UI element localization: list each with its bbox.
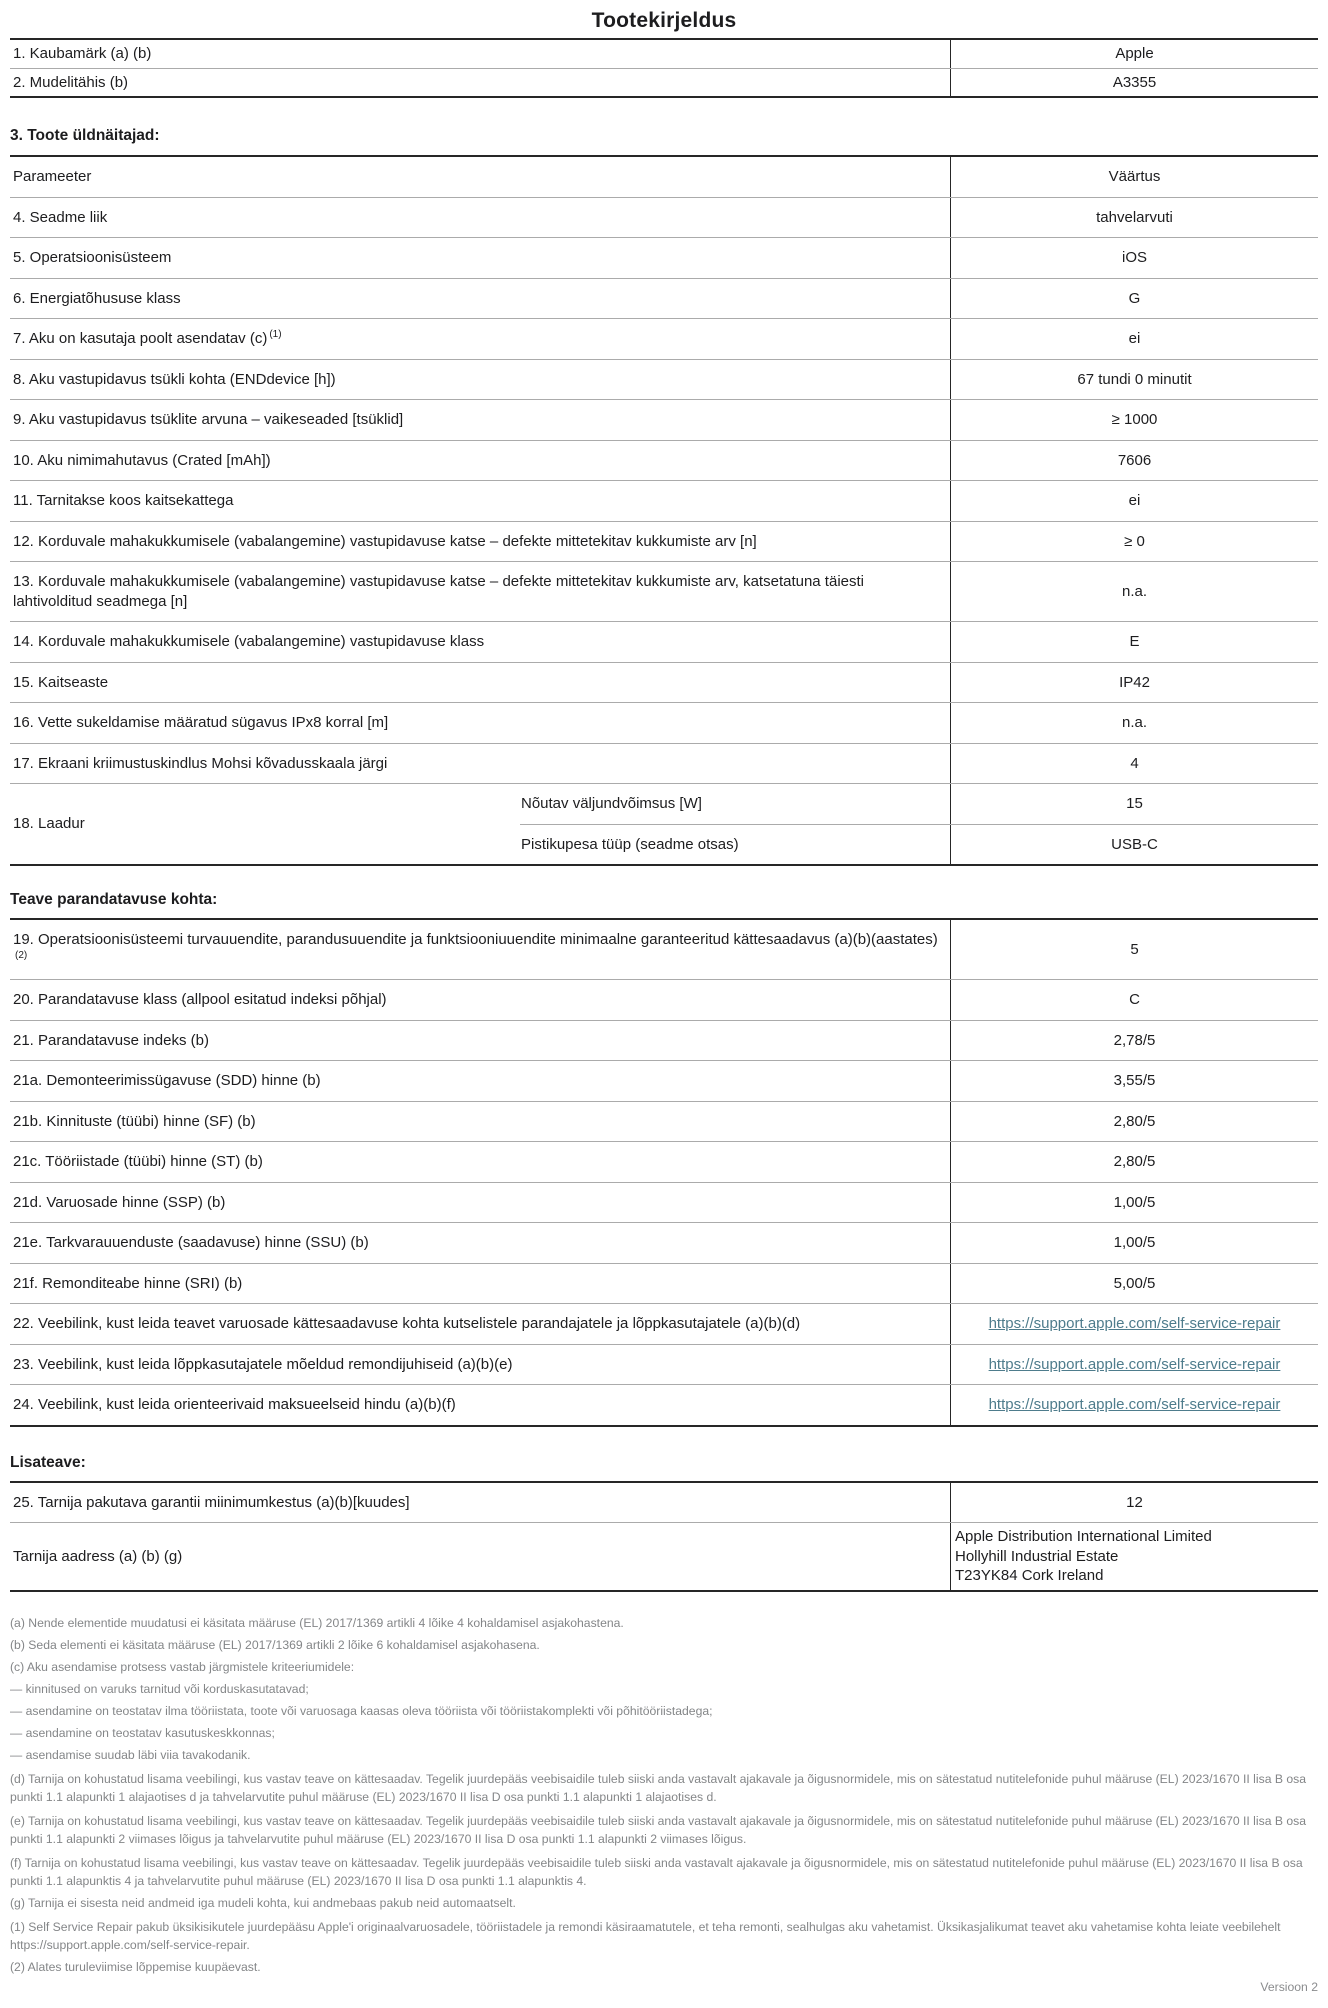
table-header-row	[10, 157, 1318, 198]
table-row	[10, 69, 1318, 97]
footnote: (f) Tarnija on kohustatud lisama veebilingi, kus vastav teave on kättesaadav. Tegelik juurdepääs veebisaidile tuleb siiski anda vastavalt ajakavale ja õigusnormidele, mis on sätestatud nutitelefonide puhul määruse (EL) 2023/1670 II lisa B osa punkti 1.1 alapunktis 4 ja tahvelarvutite puhul määruse (EL) 2023/1670 II lisa D osa punkti 1.1 alapunktis 4.	[10, 1855, 1303, 1888]
row-value: 7606	[950, 441, 1318, 481]
row-sublabel: Pistikupesa tüüp (seadme otsas)	[521, 835, 739, 853]
table-row	[520, 825, 1318, 865]
general-table	[10, 155, 1318, 866]
footnote-list-item: — asendamine on teostatav kasutuskeskkonnas;	[10, 1725, 275, 1740]
row-label: 23. Veebilink, kust leida lõppkasutajatele mõeldud remondijuhiseid (a)(b)(e)	[13, 1355, 513, 1373]
footnote: (g) Tarnija ei sisesta neid andmeid iga mudeli kohta, kui andmebaas pakub neid automaatselt.	[10, 1895, 516, 1910]
row-value: 12	[950, 1483, 1318, 1523]
table-row	[10, 562, 1318, 622]
row-label: 21c. Tööriistade (tüübi) hinne (ST) (b)	[13, 1153, 263, 1170]
row-label: 22. Veebilink, kust leida teavet varuosade kättesaadavuse kohta kutselistele parandajatele ja lõppkasutajatele (a)(b)(d)	[13, 1315, 801, 1332]
row-label: 8. Aku vastupidavus tsükli kohta (ENDdevice [h])	[13, 370, 336, 388]
row-label: 6. Energiatõhususe klass	[13, 289, 181, 307]
repair-table	[10, 918, 1318, 1427]
self-service-repair-link[interactable]: https://support.apple.com/self-service-repair	[988, 1396, 1281, 1413]
table-row	[10, 1223, 1318, 1264]
table-row	[10, 920, 1318, 980]
row-label: 5. Operatsioonisüsteem	[13, 249, 172, 266]
row-value	[950, 1385, 1318, 1425]
table-row	[10, 400, 1318, 441]
row-value: 1,00/5	[950, 1223, 1318, 1263]
footnote-list-item: — asendamise suudab läbi viia tavakodanik.	[10, 1747, 251, 1762]
row-sublabel: Nõutav väljundvõimsus [W]	[521, 795, 702, 812]
row-value: 15	[950, 784, 1318, 824]
table-row	[10, 40, 1318, 69]
row-value: C	[950, 980, 1318, 1020]
row-label: 19. Operatsioonisüsteemi turvauuendite, parandusuuendite ja funktsiooniuuendite minimaalne garanteeritud kättesaadavus (a)(b)(aastates)$^{(2)}$	[13, 931, 938, 961]
table-row	[10, 360, 1318, 401]
charger-row	[10, 784, 1318, 864]
row-label: 1. Kaubamärk (a) (b)	[13, 45, 152, 62]
self-service-repair-link[interactable]: https://support.apple.com/self-service-repair	[988, 1355, 1281, 1373]
row-value: ei	[950, 481, 1318, 521]
row-label: 16. Vette sukeldamise määratud sügavus IPx8 korral [m]	[13, 714, 389, 731]
address-line: T23YK84 Cork Ireland	[955, 1567, 1104, 1584]
row-label: 21b. Kinnituste (tüübi) hinne (SF) (b)	[13, 1112, 256, 1130]
footnote: (d) Tarnija on kohustatud lisama veebilingi, kus vastav teave on kättesaadav. Tegelik juurdepääs veebisaidile tuleb siiski anda vastavalt ajakavale ja õigusnormidele, mis on sätestatud nutitelefonide puhul määruse (EL) 2023/1670 II lisa B osa punkti 1.1 alapunkti 1 alajaotises d ja tahvelarvutite puhul määruse (EL) 2023/1670 II lisa D osa punkti 1.1 alapunkti 1 alajaotises d.	[10, 1771, 1307, 1804]
address-line: Apple Distribution International Limited	[955, 1528, 1212, 1545]
table-row	[10, 1385, 1318, 1425]
identity-table	[10, 38, 1318, 98]
row-value: 3,55/5	[950, 1061, 1318, 1101]
footnotes	[10, 1614, 1318, 1976]
row-value: 2,78/5	[950, 1021, 1318, 1061]
footnote-ref: (2)	[15, 949, 28, 961]
row-label: 10. Aku nimimahutavus (Crated [mAh])	[13, 451, 271, 469]
column-header-parameter: Parameeter	[13, 168, 92, 185]
row-label: 7. Aku on kasutaja poolt asendatav (c) $^{(1)}$	[13, 329, 282, 347]
additional-table	[10, 1481, 1318, 1592]
row-label: 21e. Tarkvarauuenduste (saadavuse) hinne (SSU) (b)	[13, 1234, 369, 1251]
footnote: (c) Aku asendamise protsess vastab järgmistele kriteeriumidele:	[10, 1659, 355, 1674]
footnote: (2) Alates turuleviimise lõppemise kuupäevast.	[10, 1959, 261, 1974]
row-value: 2,80/5	[950, 1102, 1318, 1142]
table-row	[10, 1021, 1318, 1062]
table-row	[10, 522, 1318, 563]
row-label: 21a. Demonteerimissügavuse (SDD) hinne (b)	[13, 1072, 321, 1089]
row-label: 12. Korduvale mahakukkumisele (vabalangemine) vastupidavuse katse – defekte mittetekitav kukkumiste arv [n]	[13, 532, 757, 550]
table-row	[10, 622, 1318, 663]
table-row	[10, 663, 1318, 704]
row-label: 15. Kaitseaste	[13, 673, 109, 691]
table-row	[10, 1345, 1318, 1386]
footnote-ref: (1)	[269, 329, 282, 340]
row-value: USB-C	[950, 825, 1318, 865]
version-label: Versioon 2	[1260, 1979, 1318, 1994]
row-value: G	[950, 279, 1318, 319]
row-value: n.a.	[950, 562, 1318, 621]
row-label: 4. Seadme liik	[13, 208, 108, 226]
product-information-sheet	[0, 8, 1328, 1994]
self-service-repair-link[interactable]: https://support.apple.com/self-service-repair	[988, 1315, 1281, 1332]
table-row	[10, 441, 1318, 482]
row-label: 2. Mudelitähis (b)	[13, 73, 129, 91]
table-row	[10, 744, 1318, 785]
charger-sub-table	[520, 784, 1318, 864]
row-label: 24. Veebilink, kust leida orienteerivaid maksueelseid hindu (a)(b)(f)	[13, 1396, 456, 1413]
row-label: 14. Korduvale mahakukkumisele (vabalangemine) vastupidavuse klass	[13, 633, 485, 650]
footnote: (1) Self Service Repair pakub üksikisikutele juurdepääsu Apple'i originaalvaruosadele, tööriistadele ja remondi käsiraamatutele, et teha remonti, sealhulgas aku vahetamist. Üksikasjalikumat teavet aku vahetamise kohta leiate veebilehelt https://support.apple.com/self-service-repair.	[10, 1919, 1281, 1952]
row-label: 25. Tarnija pakutava garantii miinimumkestus (a)(b)[kuudes]	[13, 1493, 410, 1511]
row-label: 9. Aku vastupidavus tsüklite arvuna – vaikeseaded [tsüklid]	[13, 411, 404, 428]
supplier-address-row	[10, 1523, 1318, 1590]
table-row	[10, 1061, 1318, 1102]
table-row	[10, 1102, 1318, 1143]
table-row	[10, 1142, 1318, 1183]
table-row	[10, 1483, 1318, 1524]
table-row	[10, 1183, 1318, 1224]
row-label: 21. Parandatavuse indeks (b)	[13, 1031, 209, 1049]
column-header-value: Väärtus	[950, 157, 1318, 197]
page-title: Tootekirjeldus	[591, 9, 737, 32]
row-label: 21f. Remonditeabe hinne (SRI) (b)	[13, 1274, 243, 1292]
table-row	[520, 784, 1318, 825]
table-row	[10, 703, 1318, 744]
row-label: 18. Laadur	[13, 815, 85, 833]
row-value: 2,80/5	[950, 1142, 1318, 1182]
row-value: ei	[950, 319, 1318, 359]
table-row	[10, 1304, 1318, 1345]
table-row	[10, 198, 1318, 239]
table-row	[10, 1264, 1318, 1305]
row-label: Tarnija aadress (a) (b) (g)	[13, 1547, 183, 1565]
footnote-list-item: — asendamine on teostatav ilma tööriistata, toote või varuosaga kaasas oleva tööriista või tööriistakomplekti või põhitööriistadega;	[10, 1703, 713, 1718]
supplier-address	[950, 1523, 1318, 1590]
address-line: Hollyhill Industrial Estate	[955, 1547, 1119, 1565]
section-heading-general: 3. Toote üldnäitajad:	[10, 127, 160, 144]
section-heading-repair: Teave parandatavuse kohta:	[10, 891, 218, 908]
row-value: iOS	[950, 238, 1318, 278]
row-label: 20. Parandatavuse klass (allpool esitatud indeksi põhjal)	[13, 991, 387, 1008]
row-value: 1,00/5	[950, 1183, 1318, 1223]
row-value: ≥ 0	[950, 522, 1318, 562]
row-value	[950, 1345, 1318, 1385]
footnote: (e) Tarnija on kohustatud lisama veebilingi, kus vastav teave on kättesaadav. Tegelik juurdepääs veebisaidile tuleb siiski anda vastavalt ajakavale ja õigusnormidele, mis on sätestatud nutitelefonide puhul määruse (EL) 2023/1670 II lisa B osa punkti 1.1 alapunkti 2 viimases lõigus ja tahvelarvutite puhul määruse (EL) 2023/1670 II lisa D osa punkti 1.1 alapunkti 2 viimases lõigus.	[10, 1813, 1307, 1846]
row-value: E	[950, 622, 1318, 662]
row-label: 13. Korduvale mahakukkumisele (vabalangemine) vastupidavuse katse – defekte mittetekitav kukkumiste arv, katsetatuna täiesti lahtivolditud seadmega [n]	[13, 573, 864, 610]
footnote-list-item: — kinnitused on varuks tarnitud või korduskasutatavad;	[10, 1681, 309, 1696]
row-label: 21d. Varuosade hinne (SSP) (b)	[13, 1193, 226, 1211]
row-value: Apple	[950, 40, 1318, 68]
footnote: (a) Nende elementide muudatusi ei käsitata määruse (EL) 2017/1369 artikli 4 lõike 4 kohaldamisel asjakohastena.	[10, 1615, 624, 1630]
row-value	[950, 1304, 1318, 1344]
table-row	[10, 319, 1318, 360]
row-value: n.a.	[950, 703, 1318, 743]
row-value: 4	[950, 744, 1318, 784]
row-label: 17. Ekraani kriimustuskindlus Mohsi kõvadusskaala järgi	[13, 754, 388, 772]
table-row	[10, 238, 1318, 279]
row-value: ≥ 1000	[950, 400, 1318, 440]
row-value: 5	[950, 920, 1318, 979]
section-heading-additional: Lisateave:	[10, 1453, 86, 1471]
table-row	[10, 279, 1318, 320]
row-value: IP42	[950, 663, 1318, 703]
row-value: 67 tundi 0 minutit	[950, 360, 1318, 400]
row-value: 5,00/5	[950, 1264, 1318, 1304]
footnote: (b) Seda elementi ei käsitata määruse (EL) 2017/1369 artikli 2 lõike 6 kohaldamisel asjakohasena.	[10, 1637, 540, 1652]
table-row	[10, 980, 1318, 1021]
table-row	[10, 481, 1318, 522]
row-value: tahvelarvuti	[950, 198, 1318, 238]
row-label: 11. Tarnitakse koos kaitsekattega	[13, 492, 234, 509]
row-value: A3355	[950, 69, 1318, 97]
